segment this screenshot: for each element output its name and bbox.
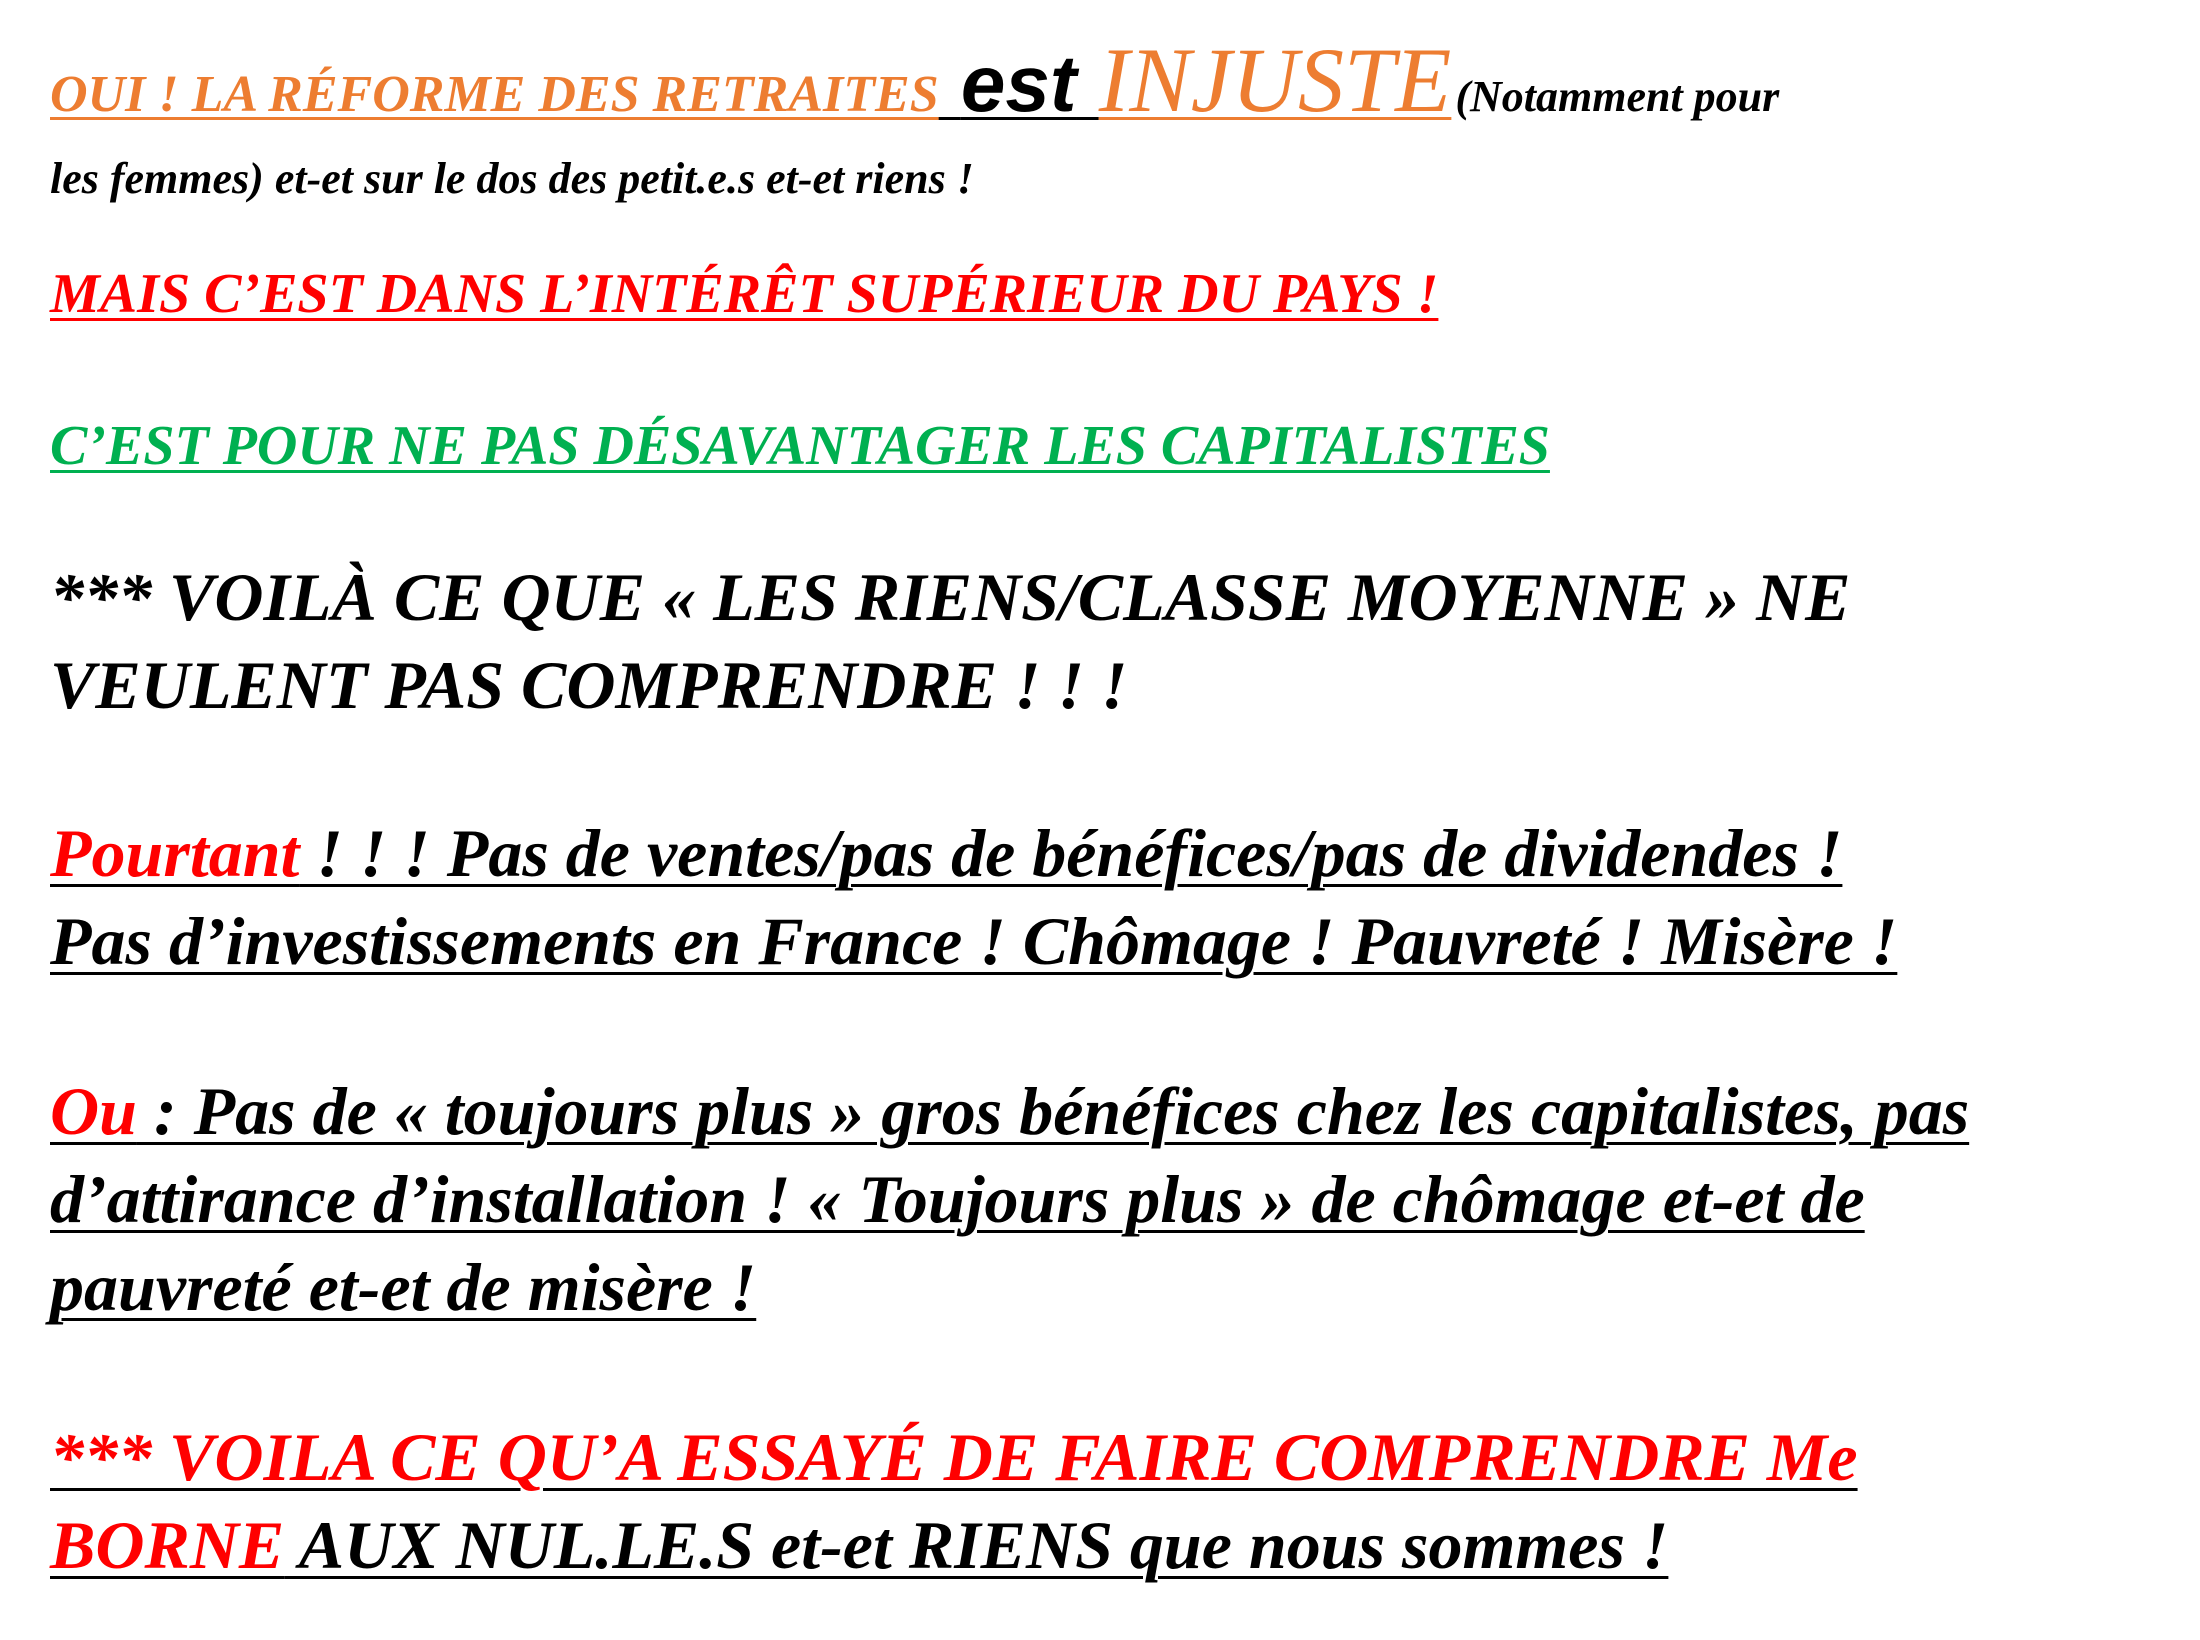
voila-line-2: VEULENT PAS COMPRENDRE ! ! ! <box>50 647 1128 723</box>
pourtant-word: Pourtant <box>50 815 300 891</box>
voila-line-1: *** VOILÀ CE QUE « LES RIENS/CLASSE MOYENNE » NE <box>50 559 1851 635</box>
borne-line-2 <box>50 1501 2190 1589</box>
reform-statement: OUI ! LA RÉFORME DES RETRAITES <box>50 66 939 123</box>
paragraph-capitalists: C’EST POUR NE PAS DÉSAVANTAGER LES CAPITALISTES <box>50 415 1550 477</box>
paragraph-country-interest: MAIS C’EST DANS L’INTÉRÊT SUPÉRIEUR DU PAYS ! <box>50 263 1439 325</box>
word-injuste: INJUSTE <box>1098 29 1452 131</box>
women-note-end: les femmes) et-et sur le dos des petit.e.s et-et riens ! <box>50 154 974 203</box>
ou-rest: : Pas de « toujours plus » gros bénéfices chez les capitalistes, pas <box>136 1073 1970 1149</box>
paragraph-voila-riens <box>50 553 2190 729</box>
ou-line-2: d’attirance d’installation ! « Toujours plus » de chômage et-et de <box>50 1161 1865 1237</box>
borne-word: BORNE <box>50 1507 285 1583</box>
borne-rest: AUX NUL.LE.S et-et RIENS que nous sommes ! <box>284 1507 1669 1583</box>
paragraph-pourtant <box>50 809 2190 985</box>
word-est <box>939 39 1099 128</box>
women-note-start: (Notamment pour <box>1455 72 1780 121</box>
paragraph-reform-unfair <box>50 29 2190 217</box>
ou-line-1 <box>50 1067 2190 1155</box>
ou-line-3: pauvreté et-et de misère ! <box>50 1249 757 1325</box>
est-text: est <box>960 39 1077 128</box>
borne-line-1: *** VOILA CE QU’A ESSAYÉ DE FAIRE COMPRENDRE Me <box>50 1419 1858 1495</box>
pourtant-line-2: Pas d’investissements en France ! Chômage ! Pauvreté ! Misère ! <box>50 903 1898 979</box>
paragraph-borne <box>50 1413 2190 1589</box>
pourtant-rest: ! ! ! Pas de ventes/pas de bénéfices/pas de dividendes ! <box>299 815 1843 891</box>
pourtant-line-1 <box>50 809 2190 897</box>
paragraph-ou <box>50 1067 2190 1331</box>
ou-word: Ou <box>50 1073 137 1149</box>
document-page <box>50 29 2190 1589</box>
